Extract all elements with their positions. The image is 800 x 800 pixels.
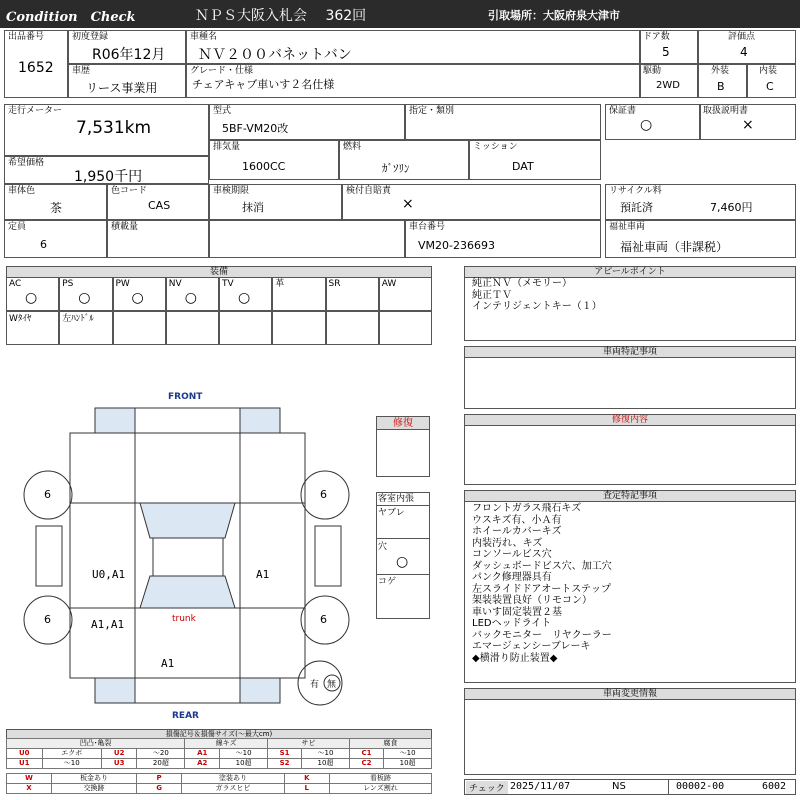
- assessment-line: フロントガラス飛石キズ: [472, 503, 582, 514]
- equipment-mark: ○: [238, 290, 251, 306]
- assessment-line: LEDヘッドライト: [472, 618, 552, 629]
- equipment-label: NV: [168, 279, 182, 289]
- mission-value: DAT: [512, 160, 534, 173]
- assessment-line: 内装汚れ、キズ: [472, 537, 543, 549]
- fuel-value: ｶﾞｿﾘﾝ: [382, 162, 410, 175]
- legend-desc: 〜10: [384, 749, 432, 759]
- load-label: 積載量: [111, 222, 139, 232]
- legend-h2: 線キズ: [185, 739, 268, 749]
- equipment-mark: ○: [78, 290, 91, 306]
- change-title: 車両変更情報: [464, 688, 796, 700]
- price-value: 1,950千円: [74, 169, 143, 185]
- equipment-cell: [113, 277, 166, 311]
- ext-label: 外装: [711, 66, 730, 76]
- equipment-cell: [113, 311, 166, 345]
- mark-left-front: U0,A1: [92, 568, 126, 581]
- equipment-mark: ○: [131, 290, 144, 306]
- color-code-value: CAS: [148, 199, 171, 212]
- inspection-label: 車検期限: [213, 186, 250, 196]
- lot-number: 1652: [18, 60, 54, 76]
- int-label: 内装: [759, 66, 778, 76]
- equipment-cell: [166, 311, 219, 345]
- equipment-cell: [6, 277, 59, 311]
- equipment-mark: ○: [25, 290, 38, 306]
- legend-code: G: [137, 784, 182, 794]
- legend-desc: 〜20: [137, 749, 185, 759]
- repair-box-title: 修復: [376, 416, 430, 430]
- appeal-title: アピールポイント: [464, 266, 796, 278]
- price-label: 希望価格: [8, 158, 45, 168]
- special-box: [464, 357, 796, 409]
- special-title: 車両特記事項: [464, 346, 796, 358]
- liability-mark: ×: [402, 196, 414, 212]
- equipment-mark: ○: [184, 290, 197, 306]
- equipment-cell: [59, 277, 112, 311]
- footer-div: [668, 779, 669, 795]
- header-right: 引取場所：大阪府泉大津市: [488, 9, 620, 22]
- legend-code: U2: [101, 749, 137, 759]
- legend-desc: 20超: [137, 759, 185, 769]
- history-value: リース事業用: [86, 81, 158, 95]
- legend-table: [6, 738, 432, 794]
- legend-code: S2: [267, 759, 301, 769]
- legend-desc: 〜10: [220, 749, 268, 759]
- inspection-value: 抹消: [242, 201, 264, 214]
- interior-div2: [376, 538, 430, 539]
- assessment-list: [472, 503, 612, 664]
- equipment-cell: [272, 277, 325, 311]
- model-value: 5BF-VM20改: [222, 122, 289, 135]
- assessment-line: コンソールビス穴: [472, 549, 552, 560]
- manual-label: 取扱説明書: [703, 106, 749, 116]
- welfare-value: 福祉車両（非課税）: [620, 240, 729, 254]
- legend-h1: 凹凸･亀裂: [7, 739, 185, 749]
- change-box: [464, 699, 796, 775]
- equipment-label: PS: [62, 279, 74, 289]
- recycle-fee: 7,460円: [710, 201, 753, 214]
- equipment-label: SR: [328, 279, 341, 289]
- equipment-label: AW: [381, 279, 397, 289]
- tire-rl: 6: [44, 613, 51, 626]
- interior-ana: 穴: [378, 542, 388, 552]
- car-name-label: 車種名: [190, 32, 218, 42]
- assessment-line: エマージェンシーブレーキ: [472, 641, 591, 652]
- car-name-value: ＮＶ２００バネットバン: [198, 47, 352, 63]
- equipment-cell: [272, 311, 325, 345]
- footer-inspector: NS: [612, 781, 626, 792]
- legend-h3: サビ: [267, 739, 349, 749]
- legend-desc: 看板跡: [329, 774, 431, 784]
- interior-yabure: ヤブレ: [378, 508, 405, 518]
- assessment-line: バックモニター リヤクーラー: [472, 629, 612, 641]
- liability-label: 検付自賠責: [346, 186, 392, 196]
- interior-div1: [376, 505, 430, 506]
- tire-fr: 6: [320, 488, 327, 501]
- footer-date: 2025/11/07: [510, 781, 571, 792]
- assessment-line: ホイールカバーキズ: [472, 526, 562, 537]
- rear-label: REAR: [172, 711, 199, 721]
- equipment-label: 左ﾊﾝﾄﾞﾙ: [62, 314, 94, 324]
- mission-label: ミッション: [473, 142, 518, 152]
- smoke-nashi: 無: [327, 680, 337, 690]
- displacement-value: 1600CC: [242, 160, 286, 173]
- displacement-label: 排気量: [213, 142, 241, 152]
- repair-title: 修復内容: [464, 414, 796, 426]
- color-label: 車体色: [8, 186, 36, 196]
- capacity-label: 定員: [8, 222, 27, 232]
- interior-title: 客室内張: [378, 494, 415, 504]
- legend-code: S1: [267, 749, 301, 759]
- legend-code: K: [284, 774, 329, 784]
- equipment-cell: [6, 311, 59, 345]
- legend-code: P: [137, 774, 182, 784]
- drive-value: 2WD: [656, 80, 680, 91]
- front-label: FRONT: [168, 392, 203, 402]
- legend-code: U0: [7, 749, 43, 759]
- legend-desc: 10超: [220, 759, 268, 769]
- doors-value: 5: [662, 45, 670, 59]
- equipment-cell: [326, 311, 379, 345]
- color-code-label: 色コード: [111, 186, 148, 196]
- legend-code: C1: [349, 749, 383, 759]
- recycle-label: リサイクル料: [609, 186, 662, 196]
- grade-value: チェアキャブ車いす２名仕様: [192, 78, 335, 91]
- legend-desc: 塗装あり: [182, 774, 285, 784]
- tire-rr: 6: [320, 613, 327, 626]
- chassis-label: 車台番号: [409, 222, 446, 232]
- assessment-line: 車いす固定装置２基: [472, 606, 562, 618]
- equipment-cell: [59, 311, 112, 345]
- model-label: 型式: [213, 106, 232, 116]
- assessment-line: ◆横滑り防止装置◆: [472, 652, 558, 664]
- first-reg-label: 初度登録: [72, 32, 109, 42]
- assessment-line: パンク修理器具有: [472, 572, 552, 583]
- welfare-label: 福祉車両: [609, 222, 646, 232]
- interior-div3: [376, 574, 430, 575]
- assessment-line: 左スライドドアオートステップ: [472, 583, 611, 595]
- equipment-cell: [326, 277, 379, 311]
- equipment-label: AC: [9, 279, 22, 289]
- designation-label: 指定・類別: [409, 106, 455, 116]
- legend-desc: エクボ: [42, 749, 101, 759]
- footer-check-label: チェック: [466, 781, 508, 794]
- lot-label: 出品番号: [8, 32, 45, 42]
- legend-desc: 〜10: [42, 759, 101, 769]
- tire-fl: 6: [44, 488, 51, 501]
- mark-right-front: A1: [256, 568, 270, 581]
- history-label: 車歴: [72, 66, 91, 76]
- mileage-label: 走行メーター: [8, 106, 63, 116]
- legend-desc: 10超: [302, 759, 350, 769]
- equipment-label: 革: [275, 279, 285, 289]
- footer-code: 00002-00: [676, 781, 725, 792]
- legend-desc: 10超: [384, 759, 432, 769]
- assessment-line: ウスキズ有、小Ａ有: [472, 514, 562, 526]
- smoke-ari: 有: [310, 680, 320, 690]
- appeal-line: インテリジェントキー（１）: [472, 301, 602, 312]
- warranty-mark: ○: [640, 117, 653, 133]
- score-value: 4: [740, 45, 748, 59]
- legend-h4: 腐食: [349, 739, 431, 749]
- equipment-title: 装備: [6, 266, 432, 278]
- legend-code: L: [284, 784, 329, 794]
- equipment-label: TV: [222, 279, 234, 289]
- warranty-label: 保証書: [609, 106, 637, 116]
- assessment-line: ダッシュボードビス穴、加工穴: [472, 560, 612, 572]
- appeal-line: 純正ＴＶ: [472, 289, 512, 301]
- legend-desc: 〜10: [302, 749, 350, 759]
- legend-code: X: [7, 784, 52, 794]
- equipment-cell: [219, 277, 272, 311]
- interior-koge: コゲ: [378, 577, 397, 587]
- appeal-line: 純正ＮＶ（メモリー）: [472, 278, 572, 289]
- equipment-cell: [379, 277, 432, 311]
- mark-left-rear: A1,A1: [91, 618, 125, 631]
- legend-desc: 交換跡: [52, 784, 137, 794]
- header-left: Condition Check: [6, 10, 136, 25]
- legend-desc: レンズ割れ: [329, 784, 431, 794]
- mark-rear: A1: [161, 657, 175, 670]
- legend-code: U1: [7, 759, 43, 769]
- mileage-value: 7,531km: [76, 118, 152, 138]
- legend-code: U3: [101, 759, 137, 769]
- fuel-label: 燃料: [343, 142, 362, 152]
- manual-mark: ×: [742, 117, 754, 133]
- equipment-cell: [166, 277, 219, 311]
- assessment-title: 査定特記事項: [464, 490, 796, 502]
- legend-code: A2: [185, 759, 220, 769]
- legend-code: A1: [185, 749, 220, 759]
- equipment-cell: [379, 311, 432, 345]
- header-center: ＮＰＳ大阪入札会 362回: [195, 8, 367, 24]
- recycle-status: 預託済: [620, 201, 653, 214]
- equipment-cell: [219, 311, 272, 345]
- equipment-label: PW: [115, 279, 130, 289]
- assessment-line: 架装装置良好（リモコン）: [472, 595, 592, 606]
- first-reg-value: R06年12月: [92, 47, 166, 63]
- trunk-label: trunk: [172, 614, 196, 624]
- legend-desc: ガラスヒビ: [182, 784, 285, 794]
- color-value: 茶: [50, 201, 63, 215]
- int-value: C: [766, 80, 774, 93]
- legend-code: W: [7, 774, 52, 784]
- score-label: 評価点: [728, 32, 756, 42]
- footer-number: 6002: [762, 781, 787, 792]
- interior-ana-mark: ○: [396, 554, 409, 570]
- ext-value: B: [717, 80, 725, 93]
- drive-label: 駆動: [643, 66, 662, 76]
- appeal-list: [472, 278, 602, 313]
- equipment-label: Wﾀｲﾔ: [9, 314, 32, 324]
- doors-label: ドア数: [643, 32, 670, 42]
- legend-desc: 板金あり: [52, 774, 137, 784]
- repair-content-box: [464, 425, 796, 485]
- legend-title: 損傷記号＆損傷サイズ(〜最大cm): [6, 729, 432, 739]
- capacity-value: 6: [40, 238, 47, 251]
- repair-box: [376, 429, 430, 477]
- blank-box: [209, 220, 405, 258]
- legend-code: C2: [349, 759, 383, 769]
- chassis-value: VM20-236693: [418, 239, 495, 252]
- grade-label: グレード・仕様: [190, 66, 254, 76]
